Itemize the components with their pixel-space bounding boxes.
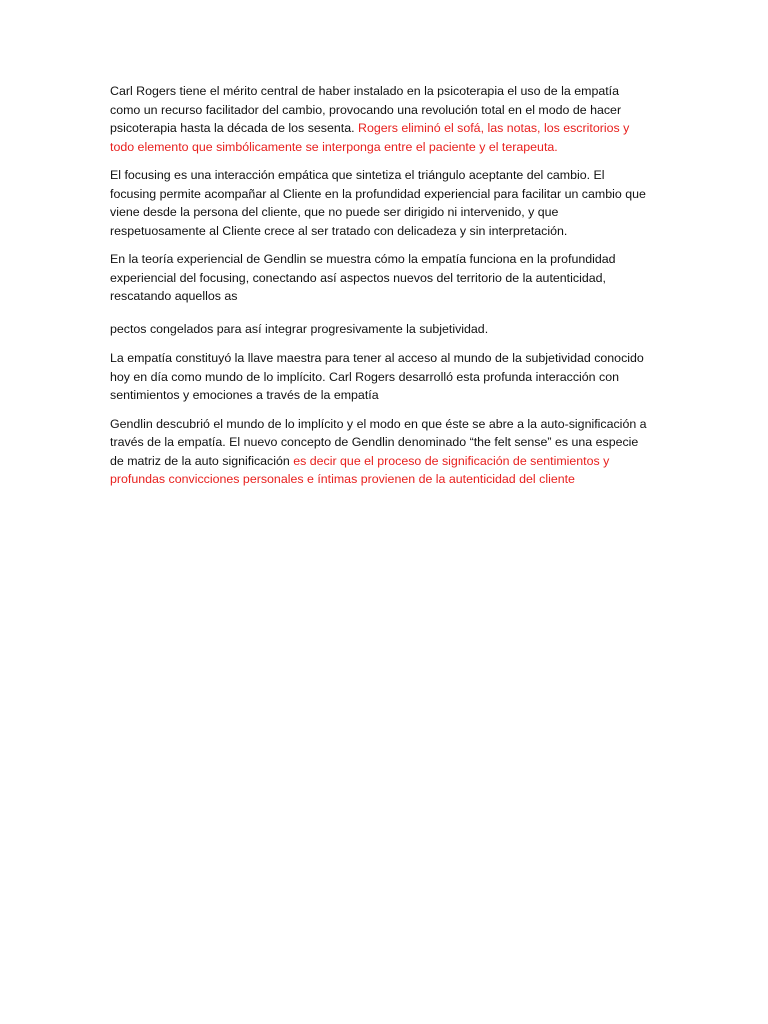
paragraph-text: Gendlin descubrió el mundo de lo implícito y el modo en que éste se abre a la auto-significación a través de la empatía. El nuevo concepto de Gendlin denominado “the felt sense” es una especie de matriz de la auto significación [110,416,647,468]
paragraph-gendlin-theory [110,250,650,306]
paragraph-frozen-aspects [110,320,650,339]
paragraph-rogers-empathy [110,82,650,156]
paragraph-felt-sense [110,415,650,489]
paragraph-text: pectos congelados para así integrar progresivamente la subjetividad. [110,321,489,336]
paragraph-text: Carl Rogers tiene el mérito central de haber instalado en la psicoterapia el uso de la empatía como un recurso facilitador del cambio, provocando una revolución total en el modo de hacer psicoterapia hasta la década de los sesenta. [110,84,622,135]
paragraph-text: La empatía constituyó la llave maestra para tener al acceso al mundo de la subjetividad conocido hoy en día como mundo de lo implícito. Carl Rogers desarrolló esta profunda interacción con sentimientos y emociones a través de la empatía [110,351,644,402]
paragraph-key-empathy [110,349,650,405]
highlighted-text: es decir que el proceso de significación de sentimientos y profundas convicciones personales e íntimas provienen de la autenticidad del cliente [110,453,610,486]
paragraph-text: El focusing es una interacción empática que sintetiza el triángulo aceptante del cambio. El focusing permite acompañar al Cliente en la profundidad experiencial para facilitar un cambio que viene desde la persona del cliente, que no puede ser dirigido ni intervenido, y que respetuosamente al Cliente crece al ser tratado con delicadeza y sin interpretación. [110,168,646,238]
paragraph-text: En la teoría experiencial de Gendlin se muestra cómo la empatía funciona en la profundidad experiencial del focusing, conectando así aspectos nuevos del territorio de la autenticidad, rescatando aquellos as [110,252,616,303]
paragraph-focusing [110,166,650,240]
highlighted-text: Rogers eliminó el sofá, las notas, los escritorios y todo elemento que simbólicamente se interponga entre el paciente y el terapeuta. [110,121,630,154]
